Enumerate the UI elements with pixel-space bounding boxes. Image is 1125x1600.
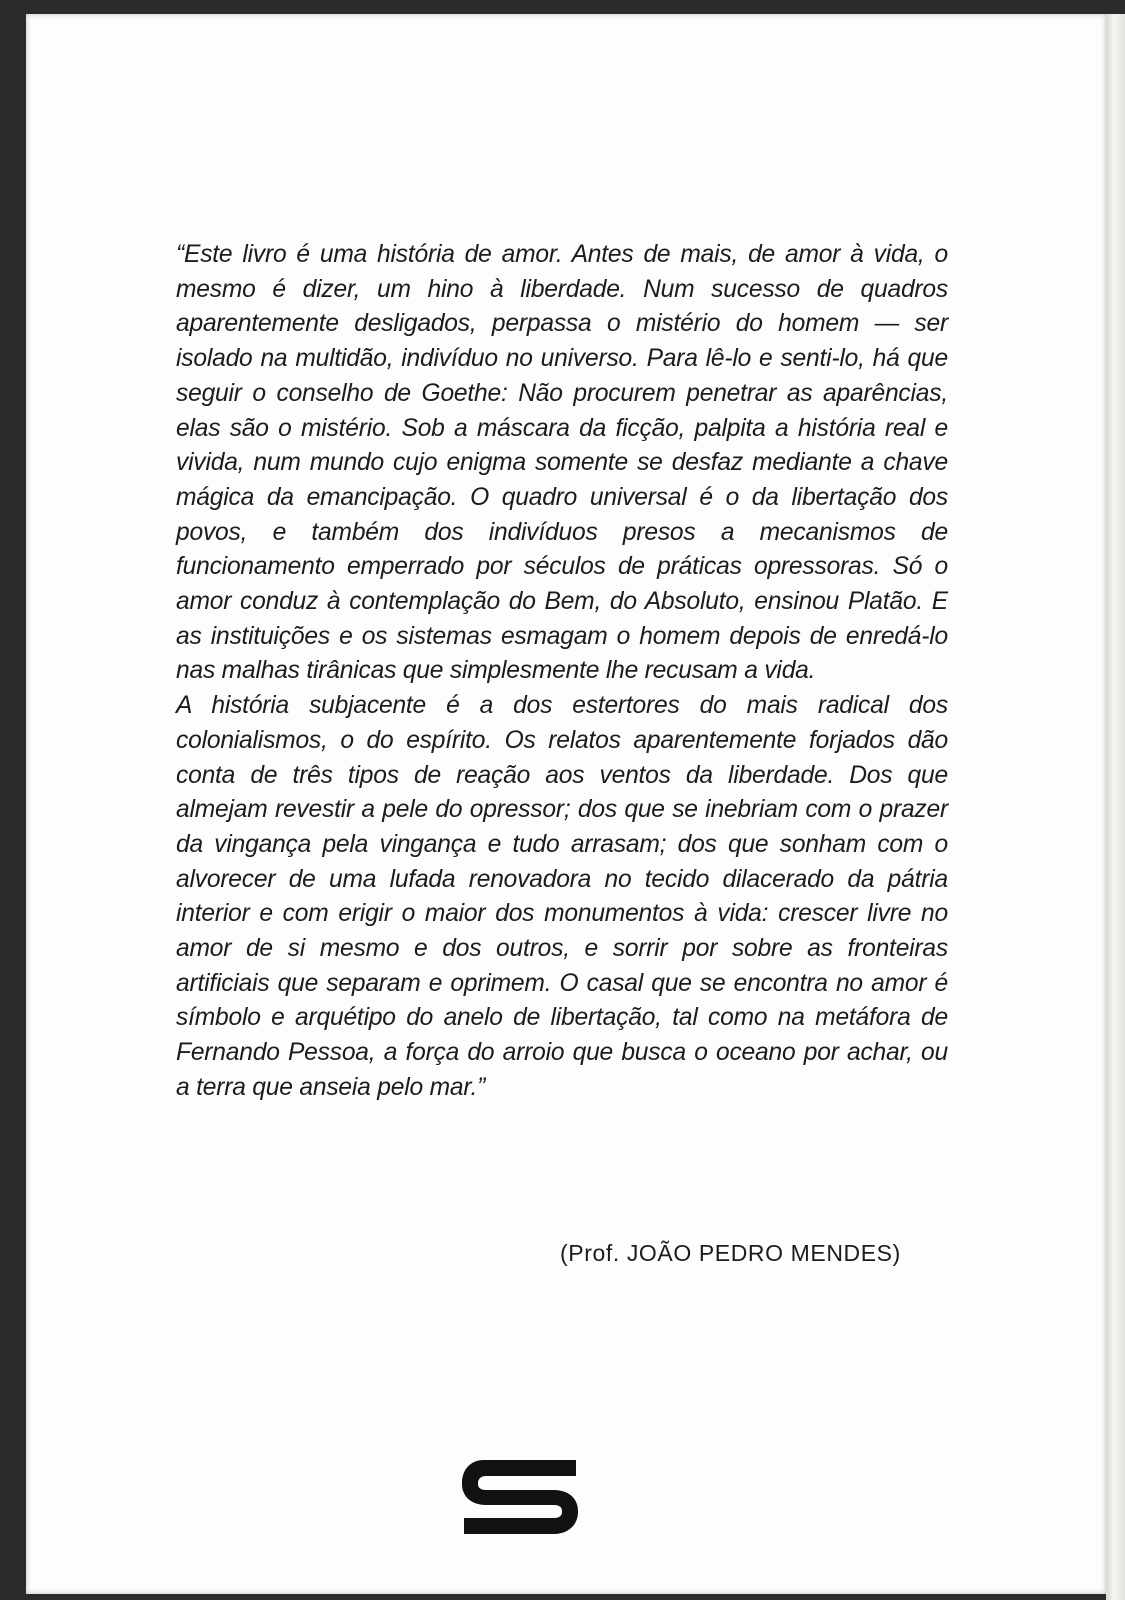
- book-spine-edge: [1106, 14, 1125, 1600]
- publisher-s-logo-icon: [462, 1460, 578, 1534]
- blurb-paragraph-2: A história subjacente é a dos estertores do mais radical dos colonialismos, o do espírito. Os relatos aparentemente forjados dão conta de três tipos de reação aos ventos da liberdade. Dos que almejam revestir a pele do opressor; dos que se inebriam com o prazer da vingança pela vingança e tudo arrasam; dos que sonham com o alvorecer de uma lufada renovadora no tecido dilacerado da pátria interior e com erigir o maior dos monumentos à vida: crescer livre no amor de si mesmo e dos outros, e sorrir por sobre as fronteiras artificiais que separam e oprimem. O casal que se encontra no amor é símbolo e arquétipo do anelo de libertação, tal como na metáfora de Fernando Pessoa, a força do arroio que busca o oceano por achar, ou a terra que anseia pelo mar.”: [176, 692, 948, 1101]
- blurb-paragraph-1: “Este livro é uma história de amor. Antes de mais, de amor à vida, o mesmo é dizer, um hino à liberdade. Num sucesso de quadros aparentemente desligados, perpassa o mistério do homem — ser isolado na multidão, indivíduo no universo. Para lê-lo e senti-lo, há que seguir o conselho de Goethe: Não procurem penetrar as aparências, elas são o mistério. Sob a máscara da ficção, palpita a história real e vivida, num mundo cujo enigma somente se desfaz mediante a chave mágica da emancipação. O quadro universal é o da libertação dos povos, e também dos indivíduos presos a mecanismos de funcionamento emperrado por séculos de práticas opressoras. Só o amor conduz à contemplação do Bem, do Absoluto, ensinou Platão. E as instituições e os sistemas esmagam o homem depois de enredá-lo nas malhas tirânicas que simplesmente lhe recusam a vida.: [176, 241, 948, 685]
- blurb-author-credit: (Prof. JOÃO PEDRO MENDES): [560, 1240, 901, 1266]
- back-cover-blurb: [176, 238, 948, 1106]
- logo-s-shape: [462, 1460, 578, 1534]
